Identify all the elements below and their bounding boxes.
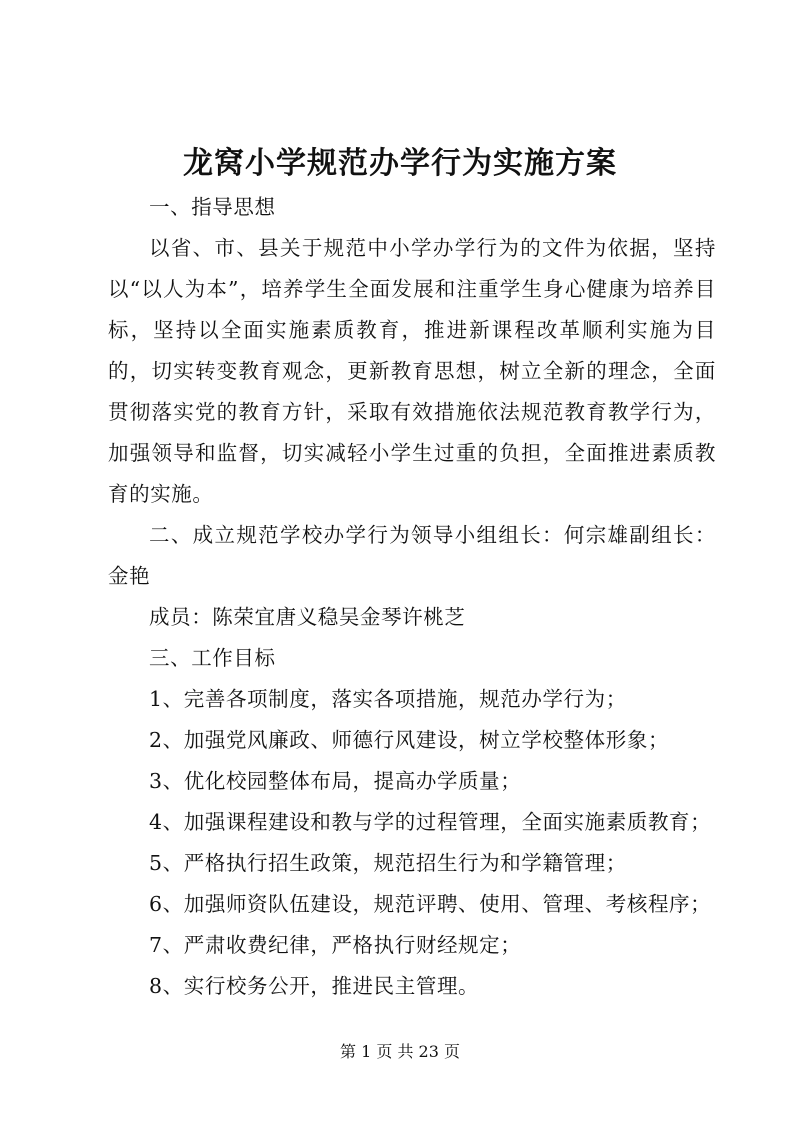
document-title: 龙窝小学规范办学行为实施方案 xyxy=(183,146,617,181)
page-footer: 第 1 页 共 23 页 xyxy=(340,1042,460,1061)
goal-item-7: 7、严肃收费纪律，严格执行财经规定； xyxy=(149,933,522,957)
section-1-heading: 一、指导思想 xyxy=(149,195,276,219)
goal-item-5: 5、严格执行招生政策，规范招生行为和学籍管理； xyxy=(149,851,627,875)
section-3-heading: 三、工作目标 xyxy=(149,646,276,670)
goal-item-1: 1、完善各项制度，落实各项措施，规范办学行为； xyxy=(149,687,627,711)
section-1-paragraph: 以省、市、县关于规范中小学办学行为的文件为依据，坚持以“以人为本”，培养学生全面发展和注重学生身心健康为培养目标，坚持以全面实施素质教育，推进新课程改革顺利实施为目的，切实转变教育观念，更新教育思想，树立全新的理念，全面贯彻落实党的教育方针，采取有效措施依法规范教育教学行为，加强领导和监督，切实减轻小学生过重的负担，全面推进素质教育的实施。 xyxy=(108,236,716,506)
document-body xyxy=(108,187,716,1007)
section-2-members: 成员：陈荣宜唐义稳吴金琴许桃芝 xyxy=(149,605,466,629)
goal-item-3: 3、优化校园整体布局，提高办学质量； xyxy=(149,769,522,793)
goal-item-2: 2、加强党风廉政、师德行风建设，树立学校整体形象； xyxy=(149,728,670,752)
goal-item-8: 8、实行校务公开，推进民主管理。 xyxy=(149,974,480,998)
goal-item-6: 6、加强师资队伍建设，规范评聘、使用、管理、考核程序； xyxy=(149,892,712,916)
section-2-heading: 二、成立规范学校办学行为领导小组组长：何宗雄副组长：金艳 xyxy=(108,523,716,588)
goal-item-4: 4、加强课程建设和教与学的过程管理，全面实施素质教育； xyxy=(149,810,712,834)
